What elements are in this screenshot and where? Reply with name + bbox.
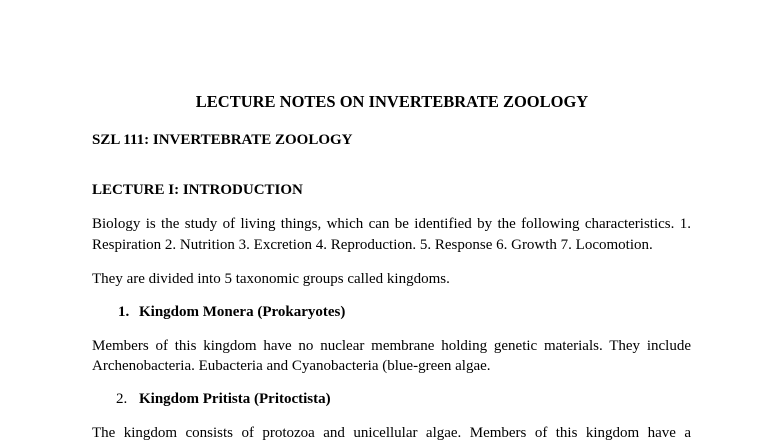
intro-paragraph-line-1: Biology is the study of living things, which can be identified by the following characteristics. 1. bbox=[92, 216, 691, 232]
list-item-1-number: 1. bbox=[118, 304, 130, 320]
groups-paragraph: They are divided into 5 taxonomic groups called kingdoms. bbox=[92, 271, 450, 287]
document-title: LECTURE NOTES ON INVERTEBRATE ZOOLOGY bbox=[195, 92, 589, 111]
list-item-1-text-line-1: Members of this kingdom have no nuclear membrane holding genetic materials. They include bbox=[92, 338, 691, 354]
lecture-heading: LECTURE I: INTRODUCTION bbox=[92, 182, 303, 198]
intro-paragraph-line-2: Respiration 2. Nutrition 3. Excretion 4. Reproduction. 5. Response 6. Growth 7. Locomotion. bbox=[92, 237, 653, 253]
list-item-1-heading: Kingdom Monera (Prokaryotes) bbox=[139, 304, 346, 320]
list-item-2-heading: Kingdom Pritista (Pritoctista) bbox=[139, 391, 331, 407]
course-heading: SZL 111: INVERTEBRATE ZOOLOGY bbox=[92, 132, 353, 148]
list-item-2-number: 2. bbox=[116, 391, 128, 407]
list-item-1-text-line-2: Archenobacteria. Eubacteria and Cyanobacteria (blue-green algae. bbox=[92, 358, 491, 374]
list-item-2-text-line-1: The kingdom consists of protozoa and unicellular algae. Members of this kingdom have a bbox=[92, 425, 691, 441]
